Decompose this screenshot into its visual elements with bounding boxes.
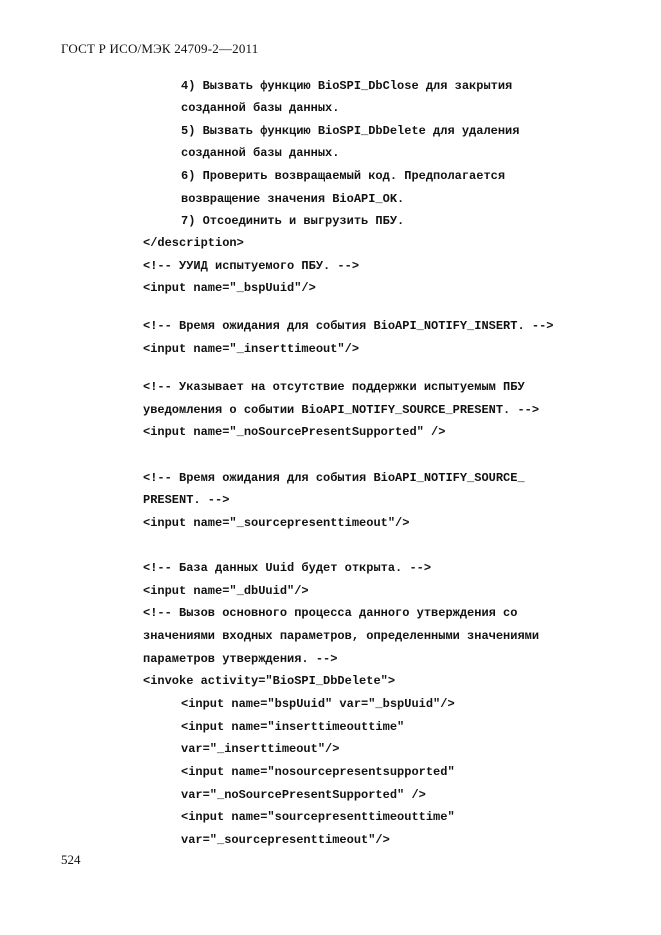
code-line: <input name="_bspUuid"/>: [143, 281, 316, 295]
code-line: параметров утверждения. -->: [143, 652, 338, 666]
code-line: var="_sourcepresenttimeout"/>: [181, 833, 390, 847]
code-line: <input name="_inserttimeout"/>: [143, 342, 360, 356]
code-line: 4) Вызвать функцию BioSPI_DbClose для закрытия: [181, 79, 513, 93]
code-line: var="_inserttimeout"/>: [181, 742, 340, 756]
code-line: <invoke activity="BioSPI_DbDelete">: [143, 674, 396, 688]
code-line: <!-- Вызов основного процесса данного утверждения со: [143, 606, 518, 620]
code-line: <!-- Время ожидания для события BioAPI_NOTIFY_INSERT. -->: [143, 319, 554, 333]
code-line: возвращение значения BioAPI_OK.: [181, 192, 405, 206]
code-line: уведомления о событии BioAPI_NOTIFY_SOURCE_PRESENT. -->: [143, 403, 540, 417]
code-line: <input name="inserttimeouttime": [181, 720, 405, 734]
code-line: <!-- Время ожидания для события BioAPI_NOTIFY_SOURCE_: [143, 471, 525, 485]
code-line: 7) Отсоединить и выгрузить ПБУ.: [181, 214, 405, 228]
code-line: 5) Вызвать функцию BioSPI_DbDelete для удаления: [181, 124, 520, 138]
code-line: <input name="_dbUuid"/>: [143, 584, 309, 598]
code-line: </description>: [143, 236, 244, 250]
code-line: <!-- База данных Uuid будет открыта. -->: [143, 561, 432, 575]
code-line: 6) Проверить возвращаемый код. Предполагается: [181, 169, 506, 183]
code-line: созданной базы данных.: [181, 101, 340, 115]
code-line: <input name="nosourcepresentsupported": [181, 765, 455, 779]
code-line: var="_noSourcePresentSupported" />: [181, 788, 426, 802]
code-line: созданной базы данных.: [181, 146, 340, 160]
code-line: <!-- Указывает на отсутствие поддержки испытуемым ПБУ: [143, 380, 525, 394]
code-line: <input name="_sourcepresenttimeout"/>: [143, 516, 410, 530]
code-line: <input name="sourcepresenttimeouttime": [181, 810, 455, 824]
code-line: значениями входных параметров, определенными значениями: [143, 629, 540, 643]
page-number: 524: [61, 852, 81, 867]
code-line: PRESENT. -->: [143, 493, 230, 507]
document-header: ГОСТ Р ИСО/МЭК 24709-2—2011: [61, 41, 259, 56]
code-line: <input name="bspUuid" var="_bspUuid"/>: [181, 697, 455, 711]
code-line: <input name="_noSourcePresentSupported" />: [143, 425, 446, 439]
code-line: <!-- УУИД испытуемого ПБУ. -->: [143, 259, 360, 273]
